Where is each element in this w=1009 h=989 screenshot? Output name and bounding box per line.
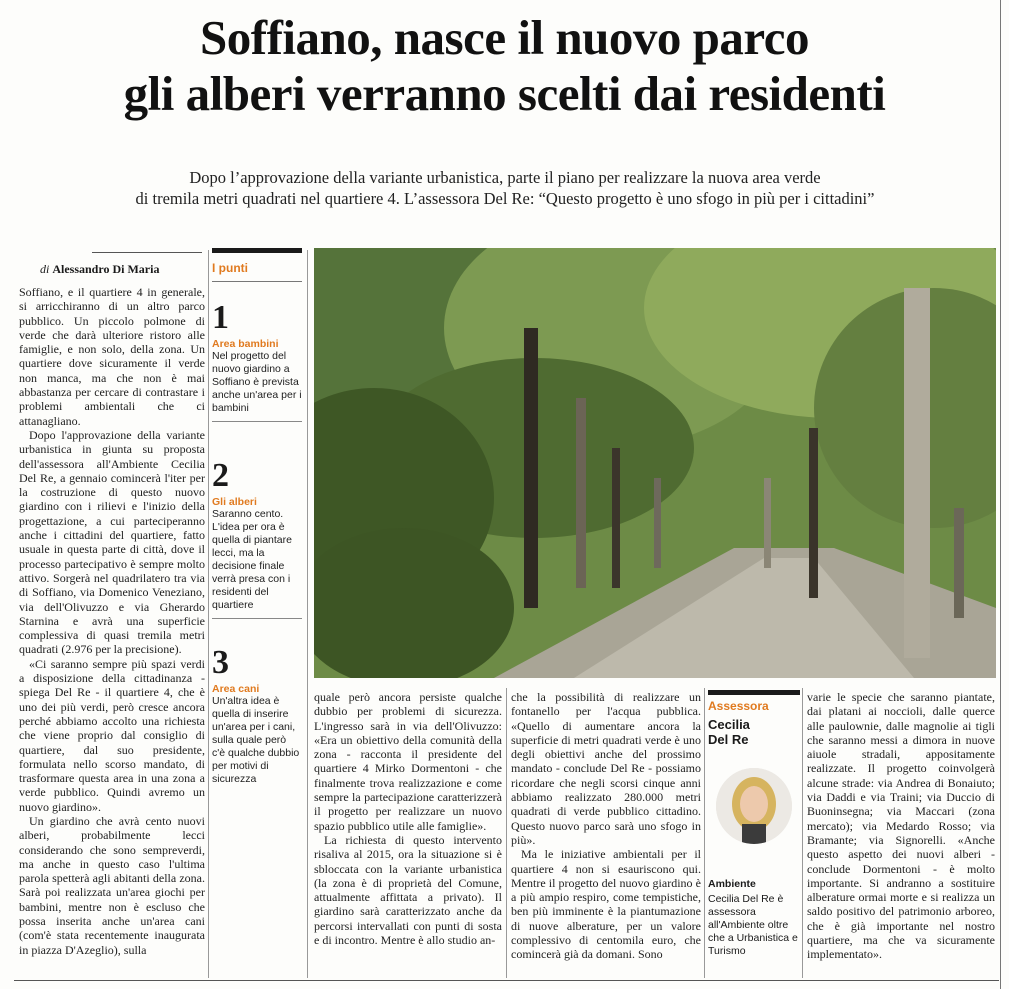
- assessora-role: Assessora: [708, 699, 769, 713]
- paragraph: Un giardino che avrà cento nuovi alberi, probabilmente lecci considerando che sono sempreverdi, ma anche in questo caso l'ultima parola spetterà agli abitanti della zona. Sarà poi realizzata un'area giochi per bambini, mentre non è escluso che possa inserita anche un'area cani (com'è stata recentemente inaugurata in piazza D'Azeglio), sulla: [19, 813, 205, 957]
- paragraph: Soffiano, e il quartiere 4 in generale, si arricchiranno di un altro parco pubblico. Un piccolo polmone di verde che darà ulteriore ristoro alle famiglie, e non solo, della zona. Un quartiere dove sicuramente il verde non manca, ma che non è mai abbastanza per cercare di contrastare i problemi ambientali che ci attanagliano.: [19, 285, 205, 428]
- point-number: 1: [212, 299, 229, 336]
- assessora-last-name: Del Re: [708, 732, 749, 747]
- paragraph: Dopo l'approvazione della variante urbanistica in giunta su proposta dell'assessora all'Ambiente Cecilia Del Re, a gennaio comincerà l'iter per la costruzione di questo nuovo giardino con i rilievi e l'inizio della progettazione, a cui parteciperanno anche i cittadini del quartiere, fatto usuale in questa parte di città, dove il processo partecipativo è sempre molto attivo. Sorgerà nel quadrilatero tra via di Soffiano, via Domenico Veneziano, via dell'Olivuzzo e via Gherardo Starnina e avrà una superficie complessiva di quasi tremila metri quadrati (2.976 per la precisione).: [19, 427, 205, 657]
- key-point-2: [212, 458, 302, 619]
- point-separator: [212, 618, 302, 619]
- point-title: Area bambini: [212, 338, 279, 350]
- assessora-description: Cecilia Del Re è assessora all'Ambiente oltre che a Urbanistica e Turismo: [708, 893, 798, 957]
- paragraph: che la possibilità di realizzare un fontanello per l'acqua pubblica. «Quello di aumentare ancora la superficie di metri quadrati verde è uno degli obiettivi anche del prossimo mandato - conclude Del Re - possiamo ricordare che negli scorsi cinque anni abbiamo realizzato 280.000 metri quadrati di verde pubblico cittadino. Questo nuovo parco sarà uno sfogo in più».: [511, 690, 701, 847]
- article-column-1: [19, 285, 205, 975]
- article-column-6: [807, 690, 995, 976]
- point-title: Area cani: [212, 683, 260, 695]
- headline-line-1: Soffiano, nasce il nuovo parco: [200, 10, 809, 65]
- point-number: 2: [212, 457, 229, 494]
- bottom-rule: [14, 980, 999, 981]
- park-photo-illustration: [314, 248, 996, 678]
- column-divider: [208, 250, 209, 978]
- portrait-illustration: [716, 768, 792, 844]
- point-text: Nel progetto del nuovo giardino a Soffiano è prevista anche un'area per i bambini: [212, 350, 302, 414]
- column-divider: [802, 688, 803, 978]
- paragraph: La richiesta di questo intervento risaliva al 2015, ora la situazione si è sbloccata con la variante urbanistica (la zona è di proprietà del Comune, attualmente affittata a privato). Il giardino sarà caratterizzato anche da percorsi intervallati con punti di sosta e di incontro. Mentre è allo studio an-: [314, 832, 502, 948]
- column-divider: [506, 688, 507, 978]
- subheadline: [20, 167, 990, 209]
- column-divider: [307, 250, 308, 978]
- point-separator: [212, 421, 302, 422]
- byline-rule: [92, 252, 202, 253]
- headline: [0, 10, 1009, 122]
- paragraph: quale però ancora persiste qualche dubbio per problemi di sicurezza. L'ingresso sarà in via dell'Olivuzzo: «Era un obiettivo della comunità della zona - racconta il presidente del quartiere 4 Mirko Dormentoni - che finalmente trova realizzazione e come sempre la partecipazione caratterizzerà il progetto per realizzare un nuovo spazio pubblico utile alle famiglie».: [314, 690, 502, 833]
- paragraph: Ma le iniziative ambientali per il quartiere 4 non si esauriscono qui. Mentre il progetto del nuovo giardino è a più ampio respiro, come tempistiche, ben più imminente è la piantumazione di nuove alberature, per un valore complessivo di centomila euro, che comincerà già da domani. Sono: [511, 847, 701, 962]
- page-edge: [1000, 0, 1001, 989]
- sidebar-rule: [212, 281, 302, 282]
- byline: [40, 262, 210, 277]
- point-number: 3: [212, 644, 229, 681]
- paragraph: varie le specie che saranno piantate, dai platani ai noccioli, dalle querce alle paulownie, dalle magnolie ai tigli che saranno messi a dimora in nuove aiuole stradali, appositamente realizzate. Il progetto coinvolgerà alcune strade: via Andrea di Bonaiuto; via Daddi e via Traini; via Duccio di Buoninsegna; via Maccari (zona mercato); via Medardo Rosso; via Bramante; via Signorelli. «Anche questo aspetto dei nuovi alberi - conclude Dormentoni - è molto importante. Si andranno a sostituire alberature ormai morte e si realizza un saldo positivo del patrimonio arboreo, che è già importante nel nostro quartiere, ma che va sicuramente implementato».: [807, 690, 995, 962]
- assessora-name: [708, 717, 800, 747]
- key-points-sidebar: [212, 248, 302, 828]
- assessora-top-bar: [708, 690, 800, 695]
- point-text: Un'altra idea è quella di inserire un'area per i cani, sulla quale però c'è qualche dubbio per motivi di sicurezza: [212, 695, 300, 785]
- byline-prefix: di: [40, 262, 50, 276]
- subhead-line-1: Dopo l’approvazione della variante urbanistica, parte il piano per realizzare la nuova area verde: [189, 168, 821, 187]
- article-column-3: [314, 690, 502, 976]
- byline-author: Alessandro Di Maria: [52, 262, 160, 276]
- sidebar-title: I punti: [212, 261, 248, 275]
- headline-line-2: gli alberi verranno scelti dai residenti: [123, 66, 886, 121]
- assessora-first-name: Cecilia: [708, 717, 750, 732]
- key-point-1: [212, 300, 302, 422]
- paragraph: «Ci saranno sempre più spazi verdi a disposizione della cittadinanza - spiega Del Re - il quartiere 4, che è uno dei più verdi, però cresce ancora perché abbiamo accolto una richiesta che viene proprio dal consiglio di quartiere, dal suo presidente, formulata nello scorso mandato, di trasformare questa area in una zona a verde pubblico. Quindi avremo un nuovo giardino».: [19, 656, 205, 814]
- article-column-4: [511, 690, 701, 976]
- assessora-box: [708, 690, 800, 980]
- column-divider: [704, 688, 705, 978]
- point-text: Saranno cento. L'idea per ora è quella di piantare lecci, ma la decisione finale verrà presa con i residenti del quartiere: [212, 508, 292, 611]
- subhead-line-2: di tremila metri quadrati nel quartiere 4. L’assessora Del Re: “Questo progetto è uno sfogo in più per i cittadini”: [135, 189, 875, 208]
- assessora-area: Ambiente: [708, 878, 756, 890]
- point-title: Gli alberi: [212, 496, 257, 508]
- park-photo: [314, 248, 996, 678]
- assessora-portrait: [716, 768, 792, 844]
- sidebar-top-bar: [212, 248, 302, 253]
- key-point-3: [212, 645, 302, 786]
